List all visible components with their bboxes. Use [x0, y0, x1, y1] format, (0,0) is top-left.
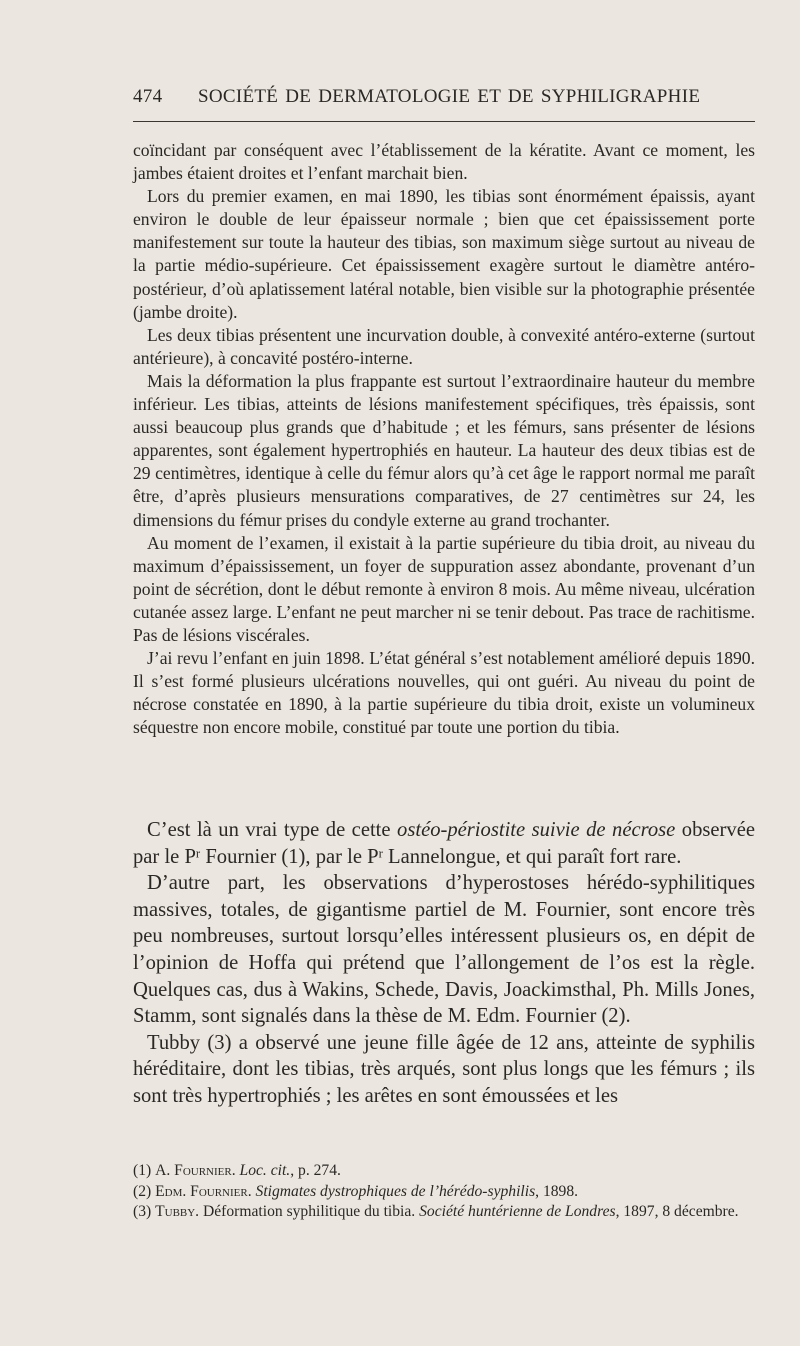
paragraph: Au moment de l’examen, il existait à la partie supérieure du tibia droit, au niveau du maximum d’épaississement, un foyer de suppuration assez abondante, provenant d’un point de sécrétion, dont le début remonte à environ 8 mois. Au même niveau, ulcération cutanée assez large. L’enfant ne peut marcher ni se tenir debout. Pas trace de rachitisme. Pas de lésions viscérales. [133, 532, 755, 645]
paragraph: Mais la déformation la plus frappante est surtout l’extraordinaire hauteur du membre inférieur. Les tibias, atteints de lésions manifestement spécifiques, très épaissis, sont aussi beaucoup plus grands que d’habitude ; et les fémurs, sans présenter de lésions apparentes, sont également hypertrophiés en hauteur. La hauteur des deux tibias est de 29 centimètres, identique à celle du fémur alors qu’à cet âge le rapport normal me paraît être, d’après plusieurs mensurations comparatives, de 27 centimètres sur 24, les dimensions du fémur prises du condyle externe au grand trochanter. [133, 370, 755, 530]
header-rule [133, 121, 755, 122]
paragraph-tubby: Tubby (3) a observé une jeune fille âgée de 12 ans, atteinte de syphilis héréditaire, dont les tibias, très arqués, sont plus longs que les fémurs ; ils sont très hypertrophiés ; les arêtes en sont émoussées et les [133, 1031, 755, 1107]
page-header [133, 86, 755, 116]
commentary [133, 817, 755, 1110]
paragraph: J’ai revu l’enfant en juin 1898. L’état général s’est notablement amélioré depuis 1890. Il s’est formé plusieurs ulcérations nouvelles, qui ont guéri. Au niveau du point de nécrose constatée en 1890, à la partie supérieure du tibia droit, existe un volumineux séquestre non encore mobile, constitué par toute une portion du tibia. [133, 648, 755, 738]
running-head: SOCIÉTÉ DE DERMATOLOGIE ET DE SYPHILIGRAPHIE [198, 86, 701, 107]
page-number: 474 [133, 86, 163, 107]
paragraph-osteo: C’est là un vrai type de cette ostéo-périostite suivie de nécrose observée par le $P^r$ Fournier (1), par le $P^r$ Lannelongue, et qui paraît fort rare. [133, 819, 755, 868]
footnote-1: (1) A. Fournier. Loc. cit., p. 274. [133, 1162, 341, 1179]
paragraph: Lors du premier examen, en mai 1890, les tibias sont énormément épaissis, ayant environ le double de leur épaisseur normale ; bien que cet épaississement porte manifestement sur toute la hauteur des tibias, son maximum siège surtout au niveau de la partie médio-supérieure. Cet épaississement exagère surtout le diamètre antéro-postérieur, d’où aplatissement latéral notable, bien visible sur la photographie présentée (jambe droite). [133, 186, 755, 322]
paragraph: Les deux tibias présentent une incurvation double, à convexité antéro-externe (surtout antérieure), à concavité postéro-interne. [133, 324, 755, 368]
footnote-3: (3) Tubby. Déformation syphilitique du tibia. Société huntérienne de Londres, 1897, 8 décembre. [133, 1203, 739, 1220]
italic-term: ostéo-périostite suivie de nécrose [397, 819, 676, 841]
footnote-2: (2) Edm. Fournier. Stigmates dystrophiques de l’hérédo-syphilis, 1898. [133, 1182, 579, 1200]
paragraph-hyperostoses: D’autre part, les observations d’hyperostoses hérédo-syphilitiques massives, totales, de gigantisme partiel de M. Fournier, sont encore très peu nombreuses, surtout lorsqu’elles intéressent plusieurs os, en dépit de l’opinion de Hoffa qui prétend que l’allongement de l’os est la règle. Quelques cas, dus à Wakins, Schede, Davis, Joackimsthal, Ph. Mills Jones, Stamm, sont signalés dans la thèse de M. Edm. Fournier (2). [133, 872, 755, 1028]
footnotes [133, 1161, 755, 1223]
paragraph: coïncidant par conséquent avec l’établissement de la kératite. Avant ce moment, les jambes étaient droites et l’enfant marchait bien. [133, 140, 755, 184]
case-observation [133, 139, 755, 739]
